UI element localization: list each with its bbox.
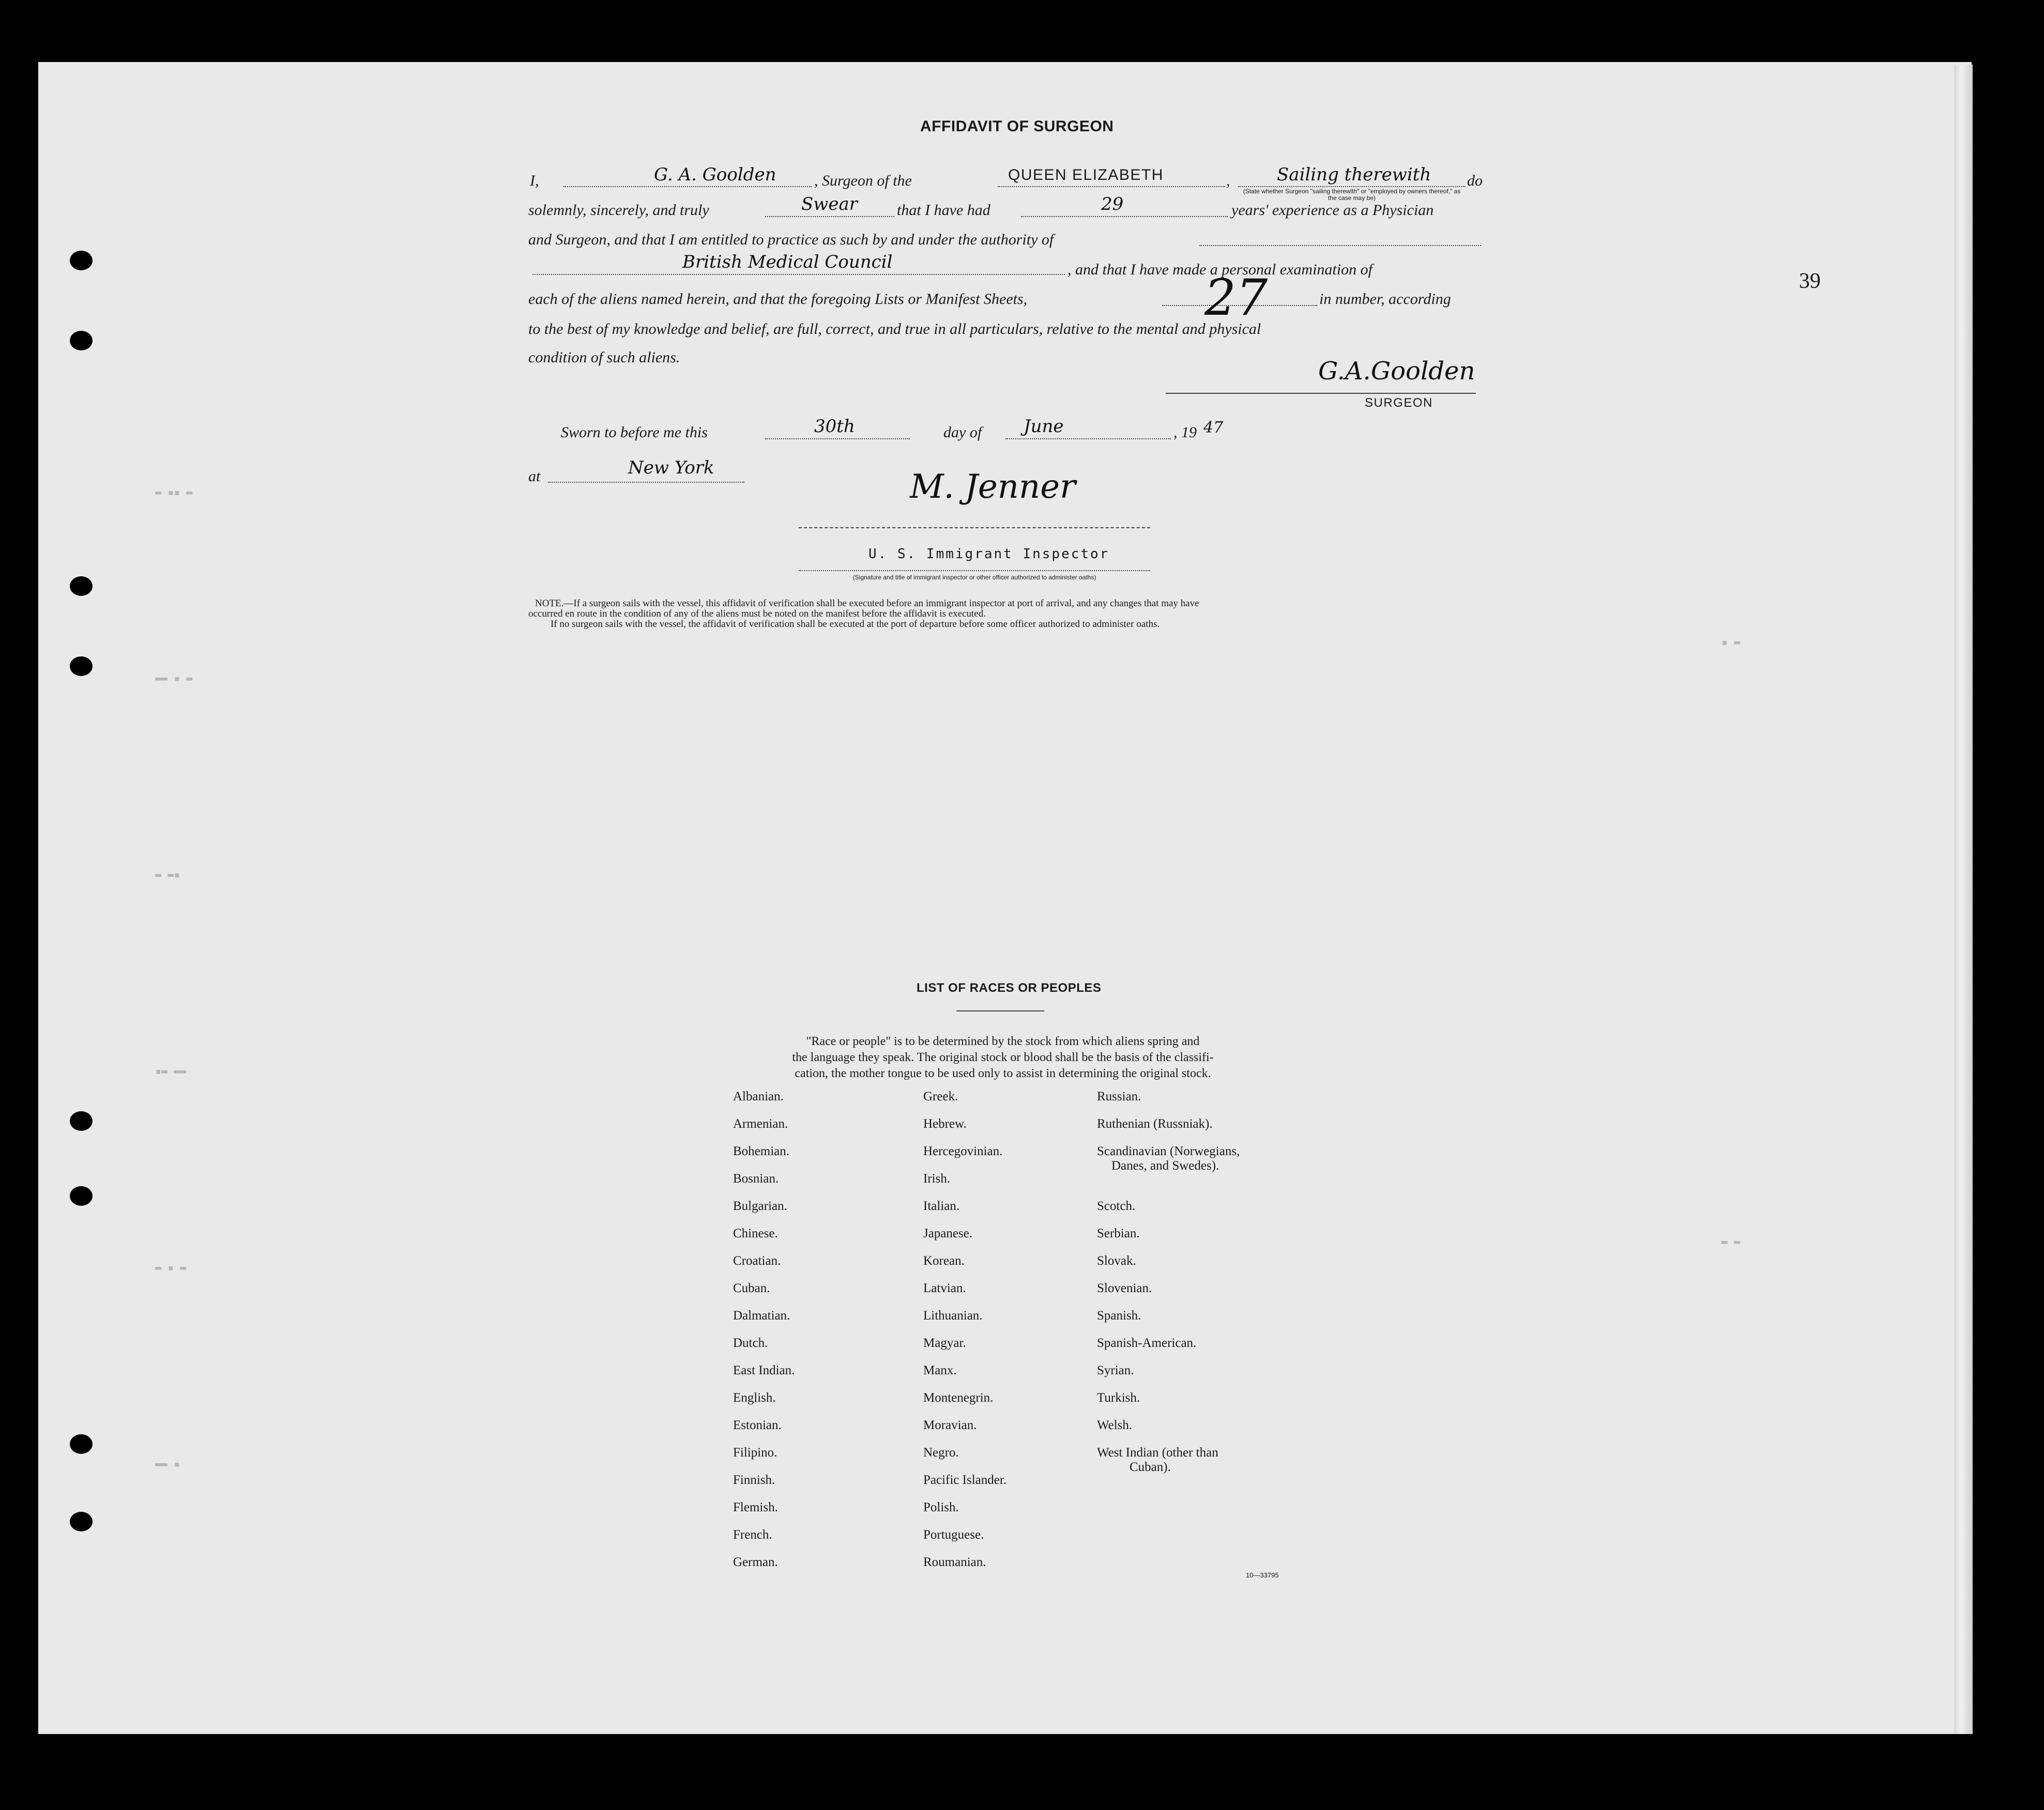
race-item: Moravian. xyxy=(923,1418,977,1432)
race-item: Spanish. xyxy=(1097,1309,1141,1323)
races-intro xyxy=(729,1034,1277,1082)
vessel-name: QUEEN ELIZABETH xyxy=(1008,166,1164,183)
sailing-status: Sailing therewith xyxy=(1277,164,1431,185)
sworn-year: 47 xyxy=(1203,419,1224,437)
races-title: LIST OF RACES OR PEOPLES xyxy=(917,981,1102,995)
race-item: Danes, and Swedes). xyxy=(1111,1159,1219,1173)
punch-hole xyxy=(70,1186,93,1206)
race-item: Roumanian. xyxy=(923,1555,986,1569)
race-item: Spanish-American. xyxy=(1097,1336,1197,1350)
bleed-through-marks: ▬▬ ▪ xyxy=(155,1458,180,1470)
race-item: Scandinavian (Norwegians, xyxy=(1097,1144,1240,1158)
bleed-through-marks: ▬ ▪▪ ▬ xyxy=(155,486,193,498)
affidavit-text: , and that I have made a personal examination of xyxy=(1067,261,1372,278)
sworn-text: , 19 xyxy=(1173,424,1197,441)
race-item: Japanese. xyxy=(923,1226,973,1240)
blank-line xyxy=(765,438,910,439)
sheets-count: 27 xyxy=(1204,269,1268,327)
race-item: Bulgarian. xyxy=(733,1199,787,1213)
blank-line xyxy=(1021,216,1228,217)
race-item: Polish. xyxy=(923,1500,959,1514)
affidavit-text: in number, according xyxy=(1319,290,1451,308)
surgeon-caption: SURGEON xyxy=(1365,396,1433,410)
race-item: Portuguese. xyxy=(923,1528,984,1542)
note-line: NOTE.—If a surgeon sails with the vessel, this affidavit of verification shall be executed before an immigrant inspector at port of arrival, and any changes that may have xyxy=(535,598,1199,609)
race-item: Dutch. xyxy=(733,1336,768,1350)
form-number: 10—33795 xyxy=(1246,1571,1279,1579)
race-item: Bohemian. xyxy=(733,1144,790,1158)
affidavit-text: that I have had xyxy=(897,202,990,219)
bleed-through-marks: ▬▬ ▪ ▬ xyxy=(155,672,193,684)
affidavit-text: , Surgeon of the xyxy=(814,172,912,189)
bleed-through-marks: ▬ ▬▪ xyxy=(155,868,180,881)
sworn-text: at xyxy=(528,468,541,485)
blank-line xyxy=(998,186,1225,187)
race-item: Turkish. xyxy=(1097,1391,1140,1405)
race-item: Cuban). xyxy=(1130,1460,1171,1474)
race-item: East Indian. xyxy=(733,1363,795,1377)
race-item: Irish. xyxy=(923,1172,951,1186)
race-item: Italian. xyxy=(923,1199,960,1213)
race-item: English. xyxy=(733,1391,776,1405)
race-item: Manx. xyxy=(923,1363,957,1377)
bleed-through-marks: ▪ ▬ xyxy=(1721,636,1741,648)
punch-hole xyxy=(70,331,93,350)
race-item: Korean. xyxy=(923,1254,965,1268)
note-line: occurred en route in the condition of any of the aliens must be noted on the manifest before the affidavit is executed. xyxy=(528,608,986,619)
page-edge xyxy=(1954,65,1973,1734)
race-item: Hercegovinian. xyxy=(923,1144,1003,1158)
race-item: Flemish. xyxy=(733,1500,778,1514)
race-item: Chinese. xyxy=(733,1226,778,1240)
affidavit-text: solemnly, sincerely, and truly xyxy=(528,202,709,219)
authority-name: British Medical Council xyxy=(682,252,893,272)
intro-line: the language they speak. The original stock or blood shall be the basis of the classifi- xyxy=(792,1051,1214,1064)
race-item: Cuban. xyxy=(733,1281,770,1295)
race-item: Slovak. xyxy=(1097,1254,1136,1268)
blank-line xyxy=(563,186,812,187)
affidavit-text: to the best of my knowledge and belief, are full, correct, and true in all particulars, relative to the mental and physical xyxy=(528,320,1261,338)
race-item: Latvian. xyxy=(923,1281,966,1295)
affidavit-text: do xyxy=(1467,172,1483,189)
blank-line xyxy=(548,482,744,483)
blank-line xyxy=(765,216,894,217)
bleed-through-marks: ▬ ▬ xyxy=(1721,1235,1741,1248)
sworn-day: 30th xyxy=(814,416,855,437)
blank-line xyxy=(1238,186,1466,187)
race-item: Magyar. xyxy=(923,1336,966,1350)
race-item: Croatian. xyxy=(733,1254,781,1268)
race-item: German. xyxy=(733,1555,778,1569)
swear-word: Swear xyxy=(801,194,858,214)
race-item: Finnish. xyxy=(733,1473,775,1487)
years-experience: 29 xyxy=(1101,194,1124,214)
intro-line: "Race or people" is to be determined by the stock from which aliens spring and xyxy=(806,1035,1200,1048)
surgeon-name: G. A. Goolden xyxy=(654,164,776,185)
punch-hole xyxy=(70,1434,93,1454)
race-item: Filipino. xyxy=(733,1446,777,1460)
race-item: French. xyxy=(733,1528,772,1542)
race-item: Scotch. xyxy=(1097,1199,1136,1213)
inspector-signature: M. Jenner xyxy=(910,468,1076,506)
affidavit-text: , xyxy=(1226,172,1230,189)
race-item: Welsh. xyxy=(1097,1418,1133,1432)
race-item: Russian. xyxy=(1097,1090,1141,1103)
status-caption: (State whether Surgeon "sailing therewith" or "employed by owners thereof," as the case may be) xyxy=(1243,188,1461,202)
race-item: Greek. xyxy=(923,1090,958,1103)
race-item: Pacific Islander. xyxy=(923,1473,1007,1487)
punch-hole xyxy=(70,251,93,270)
inspector-caption: (Signature and title of immigrant inspector or other officer authorized to administer oaths) xyxy=(852,574,1096,581)
punch-hole xyxy=(70,576,93,596)
surgeon-signature: G.A.Goolden xyxy=(1318,357,1475,386)
race-item: Estonian. xyxy=(733,1418,782,1432)
signature-line xyxy=(799,527,1150,528)
punch-hole xyxy=(70,1111,93,1131)
race-item: Dalmatian. xyxy=(733,1309,790,1323)
sworn-place: New York xyxy=(628,457,714,478)
note-line: If no surgeon sails with the vessel, the affidavit of verification shall be executed at the port of departure before some officer authorized to administer oaths. xyxy=(551,619,1160,630)
race-item: Lithuanian. xyxy=(923,1309,983,1323)
affidavit-text: years' experience as a Physician xyxy=(1231,202,1434,219)
race-item: Albanian. xyxy=(733,1090,784,1103)
punch-hole xyxy=(70,656,93,676)
race-item: Montenegrin. xyxy=(923,1391,994,1405)
blank-line xyxy=(1199,245,1481,246)
bleed-through-marks: ▪▬ ▬▬ xyxy=(155,1065,187,1077)
title-underline xyxy=(956,1010,1044,1011)
race-item: Armenian. xyxy=(733,1117,788,1131)
race-item: Ruthenian (Russniak). xyxy=(1097,1117,1213,1131)
blank-line xyxy=(799,570,1150,571)
intro-line: cation, the mother tongue to be used only to assist in determining the original stock. xyxy=(795,1067,1211,1080)
race-item: Slovenian. xyxy=(1097,1281,1152,1295)
blank-line xyxy=(532,274,1065,275)
race-item: Negro. xyxy=(923,1446,959,1460)
race-item: Syrian. xyxy=(1097,1363,1134,1377)
page-number: 39 xyxy=(1799,269,1821,293)
affidavit-text: and Surgeon, and that I am entitled to practice as such by and under the authority of xyxy=(528,231,1054,248)
sworn-text: Sworn to before me this xyxy=(561,424,708,441)
race-item: Bosnian. xyxy=(733,1172,779,1186)
race-item: Hebrew. xyxy=(923,1117,967,1131)
affidavit-text: I, xyxy=(530,172,539,189)
blank-line xyxy=(1005,438,1171,439)
sworn-month: June xyxy=(1024,416,1064,437)
punch-hole xyxy=(70,1512,93,1531)
race-item: West Indian (other than xyxy=(1097,1446,1218,1460)
affidavit-text: each of the aliens named herein, and that the foregoing Lists or Manifest Sheets, xyxy=(528,290,1028,308)
sworn-text: day of xyxy=(943,424,982,441)
affidavit-title: AFFIDAVIT OF SURGEON xyxy=(920,118,1114,135)
affidavit-text: condition of such aliens. xyxy=(528,349,680,366)
race-item: Serbian. xyxy=(1097,1226,1140,1240)
bleed-through-marks: ▬ ▪ ▬ xyxy=(155,1261,187,1274)
inspector-title: U. S. Immigrant Inspector xyxy=(868,546,1110,562)
signature-line xyxy=(1166,393,1476,394)
